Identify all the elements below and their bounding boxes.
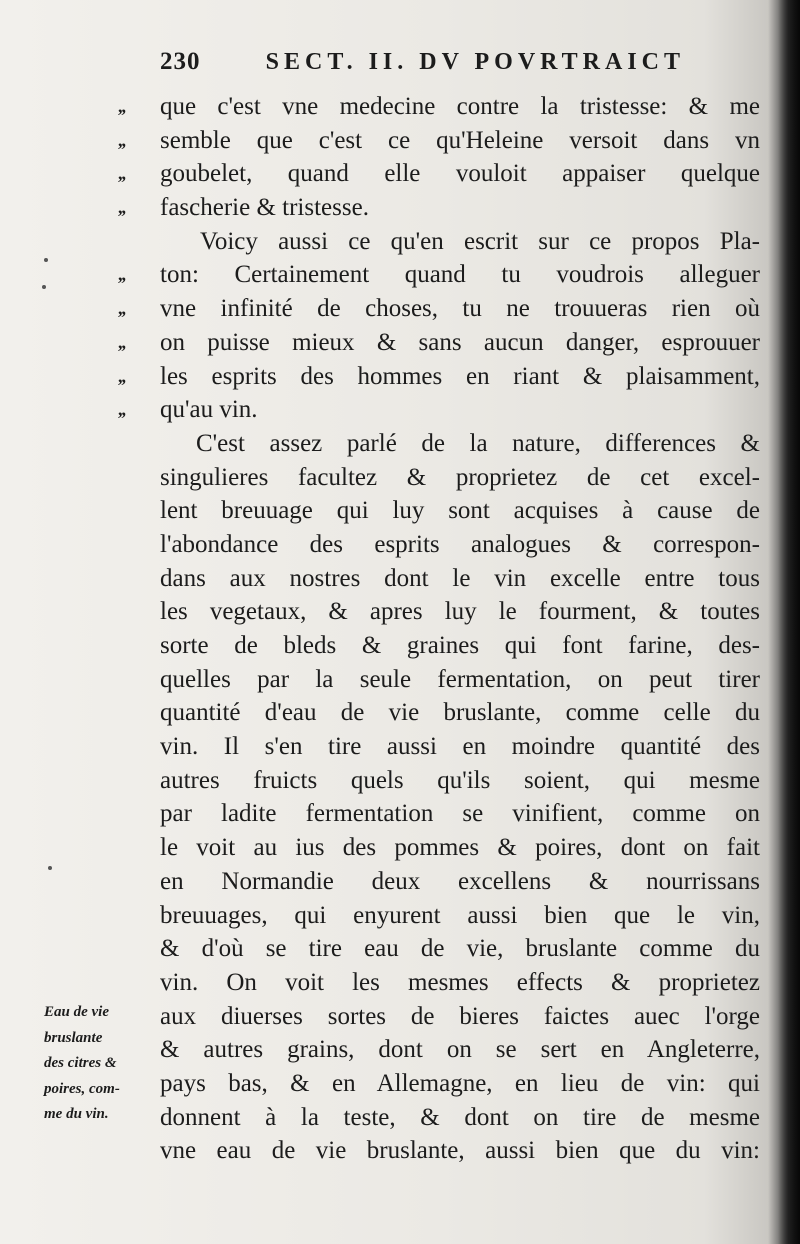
ink-speck <box>48 866 52 870</box>
text-line: & d'où se tire eau de vie, bruslante comme du <box>160 935 760 963</box>
marginal-note-line: Eau de vie <box>44 1004 109 1020</box>
text-line: semble que c'est ce qu'Heleine versoit dans vn <box>160 126 760 154</box>
running-head: SECT. II. DV POVRTRAICT <box>265 49 685 75</box>
text-line: singulieres facultez & proprietez de cet excel- <box>160 463 760 491</box>
quote-mark: ,, <box>118 365 125 386</box>
quotation-marks-column <box>118 90 158 427</box>
text-line: fascherie & tristesse. <box>160 194 369 222</box>
text-line: vin. Il s'en tire aussi en moindre quantité des <box>160 733 760 761</box>
text-line: on puisse mieux & sans aucun danger, esprouuer <box>160 328 760 356</box>
marginal-note-line: des citres & <box>44 1055 117 1071</box>
quote-mark <box>118 225 158 259</box>
quote-mark: ,, <box>118 298 125 319</box>
text-line: vne eau de vie bruslante, aussi bien que du vin: <box>160 1137 760 1165</box>
text-line: l'abondance des esprits analogues & correspon- <box>160 530 760 558</box>
marginal-note-line: poires, com- <box>44 1080 120 1097</box>
text-line: lent breuuage qui luy sont acquises à cause de <box>160 497 760 525</box>
page-number: 230 <box>160 48 201 75</box>
text-line: qu'au vin. <box>160 396 258 424</box>
text-line: les vegetaux, & apres luy le fourment, & toutes <box>160 598 760 626</box>
text-line: goubelet, quand elle vouloit appaiser quelque <box>160 160 760 188</box>
marginal-note-line: me du vin. <box>44 1106 109 1122</box>
text-line: le voit au ius des pommes & poires, dont on fait <box>160 834 760 862</box>
quote-mark: ,, <box>118 264 125 285</box>
text-line: C'est assez parlé de la nature, differences & <box>196 429 760 457</box>
quote-mark: ,, <box>118 96 125 116</box>
marginal-note <box>44 1000 162 1128</box>
quote-mark: ,, <box>118 197 125 218</box>
text-line: aux diuerses sortes de bieres faictes auec l'orge <box>160 1002 760 1030</box>
text-line: Voicy aussi ce qu'en escrit sur ce propos Pla- <box>200 227 760 255</box>
quote-mark: ,, <box>118 163 125 184</box>
ink-speck <box>44 258 48 262</box>
text-line: donnent à la teste, & dont on tire de mesme <box>160 1103 760 1131</box>
text-line: quantité d'eau de vie bruslante, comme celle du <box>160 699 760 727</box>
page-header <box>160 48 685 88</box>
quote-mark: ,, <box>118 399 125 420</box>
body-text <box>160 90 760 1168</box>
text-line: vin. On voit les mesmes effects & proprietez <box>160 968 760 996</box>
text-line: autres fruicts quels qu'ils soient, qui mesme <box>160 766 760 794</box>
ink-speck <box>42 285 46 289</box>
text-line: que c'est vne medecine contre la tristesse: & me <box>160 93 760 120</box>
text-line: en Normandie deux excellens & nourrissans <box>160 867 760 895</box>
text-line: vne infinité de choses, tu ne trouueras rien où <box>160 295 760 323</box>
quote-mark: ,, <box>118 129 125 150</box>
text-line: & autres grains, dont on se sert en Angleterre, <box>160 1036 760 1064</box>
text-line: les esprits des hommes en riant & plaisamment, <box>160 362 760 390</box>
text-line: par ladite fermentation se vinifient, comme on <box>160 800 760 828</box>
page-edge-shadow <box>778 0 800 1244</box>
text-line: pays bas, & en Allemagne, en lieu de vin: qui <box>160 1069 760 1097</box>
quote-mark: ,, <box>118 331 125 352</box>
text-line: ton: Certainement quand tu voudrois alleguer <box>160 261 760 289</box>
text-line: sorte de bleds & graines qui font farine, des- <box>160 632 760 659</box>
text-line: dans aux nostres dont le vin excelle entre tous <box>160 564 760 592</box>
text-line: breuuages, qui enyurent aussi bien que le vin, <box>160 901 760 929</box>
marginal-note-line: bruslante <box>44 1029 103 1046</box>
text-line: quelles par la seule fermentation, on peut tirer <box>160 665 760 693</box>
